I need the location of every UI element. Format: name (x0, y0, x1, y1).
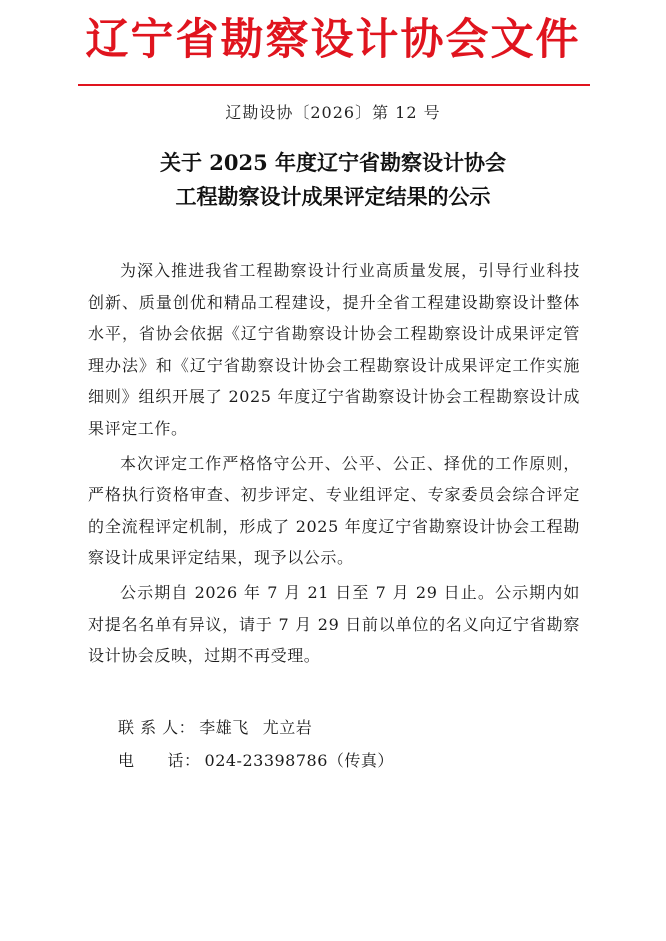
contact-person-1: 李雄飞 (199, 718, 249, 737)
document-body (88, 255, 580, 675)
title-line-1: 关于 2025 年度辽宁省勘察设计协会 (159, 150, 507, 175)
contact-phone-line (118, 746, 578, 776)
contact-phone-value: 024-23398786（传真） (204, 751, 394, 770)
title-line-2: 工程勘察设计成果评定结果的公示 (175, 184, 491, 209)
contact-person-label: 联 系 人： (118, 718, 196, 737)
org-header-title: 辽宁省勘察设计协会文件 (85, 15, 581, 65)
contact-person-line (118, 713, 578, 743)
body-paragraph-1: 为深入推进我省工程勘察设计行业高质量发展，引导行业科技创新、质量创优和精品工程建设，提升全省工程建设勘察设计整体水平，省协会依据《辽宁省勘察设计协会工程勘察设计成果评定管理办法》和《辽宁省勘察设计协会工程勘察设计成果评定工作实施细则》组织开展了 2025 年度辽宁省勘察设计协会工程勘察设计成果评定工作。 (88, 261, 580, 438)
body-paragraph-3: 公示期自 2026 年 7 月 21 日至 7 月 29 日止。公示期内如对提名名单有异议，请于 7 月 29 日前以单位的名义向辽宁省勘察设计协会反映，过期不再受理。 (88, 582, 580, 666)
body-paragraph-2: 本次评定工作严格恪守公开、公平、公正、择优的工作原则，严格执行资格审查、初步评定、专业组评定、专家委员会综合评定的全流程评定机制，形成了 2025 年度辽宁省勘察设计协会工程勘察设计成果评定结果，现予以公示。 (88, 453, 580, 568)
document-number: 辽勘设协〔2026〕第 12 号 (225, 103, 441, 122)
document-title (60, 146, 606, 214)
contact-person-2: 尤立岩 (262, 718, 313, 737)
header-divider (78, 84, 590, 86)
contact-phone-label: 电 话： (118, 751, 201, 770)
